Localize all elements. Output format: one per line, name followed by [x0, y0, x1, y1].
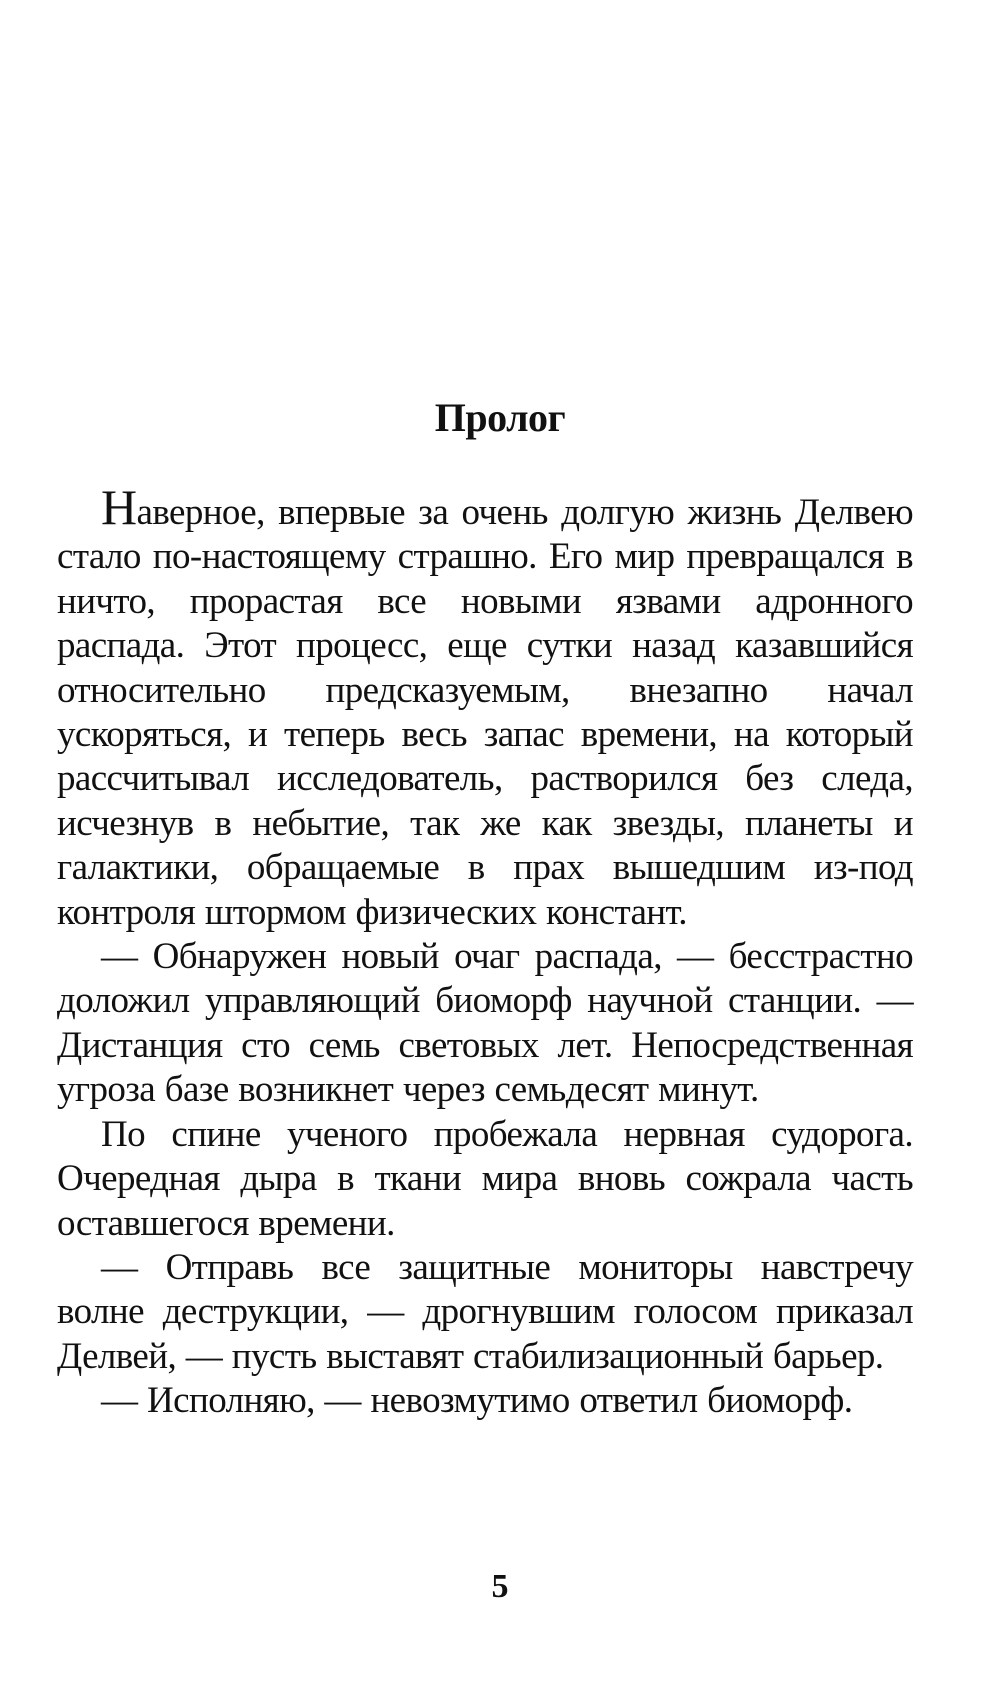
paragraph: — Обнаружен новый очаг распада, — бесстрастно доложил управляющий биоморф научной станции. — Дистанция сто семь световых лет. Непосредственная угроза базе возникнет через семьдесят минут.	[57, 936, 913, 1111]
chapter-body	[57, 479, 913, 1424]
paragraph-text: аверное, впервые за очень долгую жизнь Делвею стало по-настоящему страшно. Его мир превращался в ничто, прорастая все новыми язвами адронного распада. Этот процесс, еще сутки назад казавшийся относительно предсказуемым, внезапно начал ускоряться, и теперь весь запас времени, на который рассчитывал исследователь, растворился без следа, исчезнув в небытие, так же как звезды, планеты и галактики, обращаемые в прах вышедшим из-под контроля штормом физических констант.	[57, 492, 913, 933]
page-number: 5	[491, 1568, 509, 1605]
paragraph: По спине ученого пробежала нервная судорога. Очередная дыра в ткани мира вновь сожрала часть оставшегося времени.	[57, 1113, 913, 1244]
paragraph: — Отправь все защитные мониторы навстречу волне деструкции, — дрогнувшим голосом приказал Делвей, — пусть выставят стабилизационный барьер.	[57, 1246, 913, 1377]
drop-cap: Н	[101, 479, 137, 535]
chapter-title: Пролог	[434, 395, 566, 440]
paragraph	[57, 479, 913, 935]
paragraph: — Исполняю, — невозмутимо ответил биоморф.	[101, 1380, 853, 1422]
